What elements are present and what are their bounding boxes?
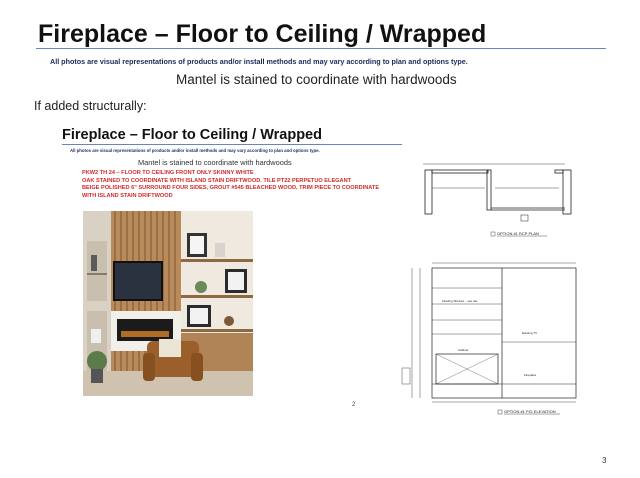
inner-page-number: 2	[352, 402, 356, 408]
if-added-label: If added structurally:	[34, 99, 147, 113]
fig-elevation-drawing	[400, 258, 578, 420]
elevation-cabinet-label: Cabinet	[458, 348, 469, 352]
page-number: 3	[602, 456, 607, 465]
elevation-caption-group	[498, 409, 560, 414]
inner-title-divider	[62, 144, 402, 145]
plan-caption: OPTION #1 RCP PLAN	[497, 231, 539, 236]
spec-line: OAK STAINED TO COORDINATE WITH ISLAND STAIN DRIFTWOOD. TILE PT22 PERPETUO ELEGANT	[82, 177, 352, 184]
fireplace-photo-illustration	[83, 211, 253, 396]
elevation-tv-label: Existing TV	[522, 331, 538, 335]
spec-line: WITH ISLAND STAIN DRIFTWOOD	[82, 192, 173, 199]
disclaimer-text: All photos are visual representations of products and/or install methods and may vary according to plan and options type.	[50, 57, 468, 66]
elevation-caption: OPTION #1 FIG ELEVATION	[504, 409, 556, 414]
rcp-plan-drawing	[405, 158, 575, 244]
fireplace-photo	[83, 211, 253, 396]
inner-mantel-note: Mantel is stained to coordinate with hardwoods	[138, 158, 292, 167]
title-divider	[36, 48, 606, 49]
elevation-shelf-label: Floating Shelves – see det	[442, 299, 478, 303]
mantel-note: Mantel is stained to coordinate with hardwoods	[176, 72, 457, 87]
slide-title: Fireplace – Floor to Ceiling / Wrapped	[38, 20, 487, 48]
spec-line: PKW2 TH 24 – FLOOR TO CEILING FRONT ONLY SKINNY WHITE	[82, 170, 254, 176]
plan-caption-group	[491, 231, 547, 236]
spec-text-block	[82, 170, 412, 200]
inner-slide-title: Fireplace – Floor to Ceiling / Wrapped	[62, 127, 322, 143]
spec-line: BEIGE POLISHED 6" SURROUND FOUR SIDES, GROUT #545 BLEACHED WOOD, TRIM PIECE TO COORDINATE	[82, 185, 380, 192]
inner-disclaimer-text: All photos are visual representations of products and/or install methods and may vary according to plan and options type.	[70, 148, 320, 153]
elevation-fireplace-label: Fireplace	[524, 373, 537, 377]
